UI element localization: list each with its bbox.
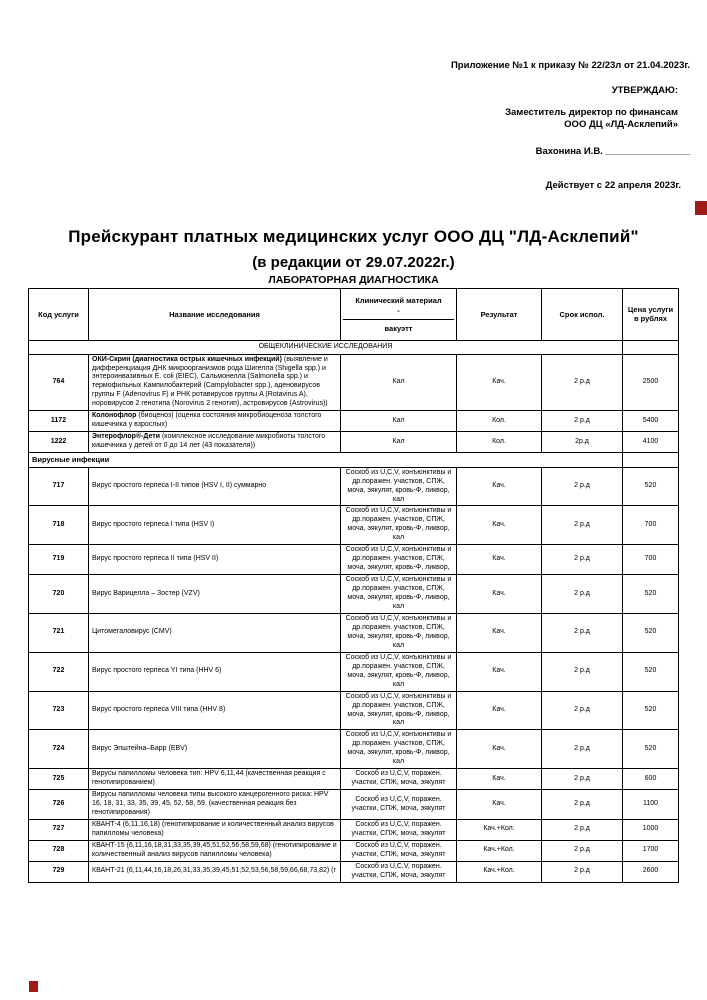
service-price: 1700 [623,840,679,861]
page-subtitle: (в редакции от 29.07.2022г.) [252,254,455,271]
table-row [29,790,679,820]
clinical-material: Соскоб из U,C,V, поражен. участки, СПЖ, моча, эякулят [341,769,457,790]
service-name-text: Вирус простого герпеса II типа (HSV II) [92,555,219,563]
service-price: 520 [623,467,679,506]
service-name [89,769,341,790]
table-row [29,575,679,614]
lab-diagnostics-heading: ЛАБОРАТОРНАЯ ДИАГНОСТИКА [268,274,439,286]
service-price: 700 [623,506,679,545]
clinical-material: Соскоб из U,C,V, поражен. участки, СПЖ, моча, эякулят [341,861,457,882]
result-type: Кач. [457,545,542,575]
col-header-term: Срок испол. [542,289,623,341]
table-row [29,730,679,769]
service-name [89,354,341,411]
col-header-code: Код услуги [29,289,89,341]
clinical-material: Соскоб из U,C,V, конъюнктивы и др.поражен. участков, СПЖ, моча, эякулят, кровь-Ф, ликвор, кал [341,506,457,545]
service-name-emphasis: Энтерофлор®-Дети [92,433,161,441]
service-code: 1172 [29,411,89,432]
service-name [89,819,341,840]
section-row [29,340,679,354]
result-type: Кол. [457,432,542,453]
table-header-row [29,289,679,341]
service-price: 520 [623,652,679,691]
section-label: ОБЩЕКЛИНИЧЕСКИЕ ИССЛЕДОВАНИЯ [29,340,623,354]
service-name-text: КВАНТ-15 (6,11,16,18,31,33,35,39,45,51,52,56,58,59,68) (генотипирование и количественный анализ вирусов папилломы человека) [92,841,337,858]
table-row [29,819,679,840]
service-name-text: Вирус Варицелла – Зостер (VZV) [92,589,200,597]
turnaround-term: 2 р.д [542,819,623,840]
turnaround-term: 2 р.д [542,790,623,820]
service-price: 1100 [623,790,679,820]
service-code: 717 [29,467,89,506]
result-type: Кач.+Кол. [457,819,542,840]
result-type: Кач. [457,354,542,411]
service-name [89,691,341,730]
service-code: 720 [29,575,89,614]
service-code: 718 [29,506,89,545]
service-price: 1000 [623,819,679,840]
service-price: 520 [623,691,679,730]
service-price: 520 [623,613,679,652]
service-name [89,575,341,614]
material-header-sub: вакуэтт [384,324,413,333]
clinical-material: Соскоб из U,C,V, поражен. участки, СПЖ, моча, эякулят [341,790,457,820]
service-name [89,730,341,769]
service-code: 722 [29,652,89,691]
approver-org-line: ООО ДЦ «ЛД-Асклепий» [564,119,678,131]
service-name [89,506,341,545]
service-code: 723 [29,691,89,730]
approve-line: УТВЕРЖДАЮ: [611,85,678,97]
table-row [29,354,679,411]
service-price: 520 [623,575,679,614]
price-table-body [29,340,679,882]
service-code: 721 [29,613,89,652]
service-code: 764 [29,354,89,411]
service-name [89,467,341,506]
turnaround-term: 2 р.д [542,730,623,769]
service-name-text: (биоценоз) (оценка состояния микробиоценоза толстого кишечника у взрослых) [92,412,322,429]
service-name-emphasis: Колонофлор [92,412,137,420]
table-row [29,652,679,691]
result-type: Кач.+Кол. [457,840,542,861]
table-row [29,411,679,432]
clinical-material: Соскоб из U,C,V, конъюнктивы и др.поражен. участков, СПЖ, моча, эякулят, кровь-Ф, ликвор, кал [341,652,457,691]
turnaround-term: 2 р.д [542,467,623,506]
clinical-material: Соскоб из U,C,V, конъюнктивы и др.поражен. участков, СПЖ, моча, эякулят, кровь-Ф, ликвор, кал [341,691,457,730]
service-name-emphasis: ОКИ-Скрин (диагностика острых кишечных инфекций) [92,355,282,363]
turnaround-term: 2 р.д [542,691,623,730]
table-row [29,691,679,730]
table-row [29,545,679,575]
table-row [29,467,679,506]
service-name [89,790,341,820]
result-type: Кач. [457,652,542,691]
service-name [89,652,341,691]
service-price: 600 [623,769,679,790]
clinical-material: Соскоб из U,C,V, поражен. участки, СПЖ, моча, эякулят [341,819,457,840]
service-code: 719 [29,545,89,575]
service-name-text: КВАНТ-21 (6,11,44,16,18,26,31,33,35,39,45,51,52,53,56,58,59,66,68,73,82) (г [92,867,337,875]
turnaround-term: 2 р.д [542,545,623,575]
service-name-text: Вирусы папилломы человека типы высокого канцерогенного риска: HPV 16, 18, 31, 33, 35, 39, 45, 52, 58, 59. (качественная реакция без генотипирования) [92,791,329,817]
service-name-text: Цитомегаловирус (CMV) [92,628,172,636]
table-row [29,861,679,882]
service-code: 724 [29,730,89,769]
service-name-text: (выявление и дифференциация ДНК микроорганизмов рода Шигелла (Shigella spp.) и энтероинвазивных E. coli (EIEC), Сальмонелла (Salmonella spp.) и термофильных Кампилобактерий (Campylobacter spp.), аденовирусов группы F (Adenovirus F) и РНК ротавирусов группы A (Rotavirus A), норовирусов 2 генотипа (Norovirus 2 генотип), астровирусов (Astrovirus)) [92,355,328,408]
clinical-material: Кал [341,354,457,411]
service-name [89,411,341,432]
service-name [89,861,341,882]
annex-line: Приложение №1 к приказу № 22/23л от 21.04.2023г. [450,60,690,71]
turnaround-term: 2 р.д [542,840,623,861]
clinical-material: Кал [341,411,457,432]
service-name-text: Вирусы папилломы человека тип: HPV 6,11,44 (качественная реакция с генотипированием) [92,770,326,787]
service-name [89,432,341,453]
service-code: 726 [29,790,89,820]
service-price: 4100 [623,432,679,453]
result-type: Кач. [457,467,542,506]
clinical-material: Соскоб из U,C,V, конъюнктивы и др.поражен. участков, СПЖ, моча, эякулят, кровь-Ф, ликвор, кал [341,613,457,652]
result-type: Кач. [457,691,542,730]
scan-mark-top-right [695,201,707,215]
section-price-spacer [623,453,679,468]
turnaround-term: 2 р.д [542,861,623,882]
section-label: Вирусные инфекции [29,453,623,468]
effective-date-line: Действует с 22 апреля 2023г. [545,179,681,191]
service-price: 2600 [623,861,679,882]
service-name [89,840,341,861]
result-type: Кач. [457,769,542,790]
service-name-text: Вирус простого герпеса I-II типов (HSV I, II) суммарно [92,482,267,490]
col-header-material [341,289,457,341]
col-header-price: Цена услуги в рублях [623,289,679,341]
service-name-text: Вирус Эпштейна–Барр (EBV) [92,744,188,752]
turnaround-term: 2 р.д [542,575,623,614]
service-name [89,545,341,575]
turnaround-term: 2 р.д [542,613,623,652]
result-type: Кол. [457,411,542,432]
service-code: 725 [29,769,89,790]
service-code: 729 [29,861,89,882]
signature-line: Вахонина И.В. ________________ [535,146,690,158]
table-row [29,840,679,861]
turnaround-term: 2 р.д [542,769,623,790]
service-price: 700 [623,545,679,575]
material-header-line1: Клинический материал [355,295,442,305]
clinical-material: Соскоб из U,C,V, конъюнктивы и др.поражен. участков, СПЖ, моча, эякулят, кровь-Ф, ликвор, [341,545,457,575]
section-row [29,453,679,468]
material-header-dash: - [397,305,400,315]
service-name-text: КВАНТ-4 (6,11,16,18) (генотипирование и количественный анализ вирусов папилломы человека) [92,820,334,837]
table-row [29,613,679,652]
service-code: 728 [29,840,89,861]
turnaround-term: 2р.д [542,432,623,453]
service-name-text: Вирус простого герпеса I типа (HSV I) [92,520,215,528]
service-name-text: Вирус простого герпеса YI типа (HHV 6) [92,667,222,675]
clinical-material: Соскоб из U,C,V, конъюнктивы и др.поражен. участков, СПЖ, моча, эякулят, кровь-Ф, ликвор, кал [341,467,457,506]
service-code: 1222 [29,432,89,453]
scan-mark-bottom-left [29,981,38,992]
turnaround-term: 2 р.д [542,652,623,691]
approver-role-line: Заместитель директор по финансам [505,106,678,118]
col-header-result: Результат [457,289,542,341]
price-table [28,288,679,883]
result-type: Кач. [457,790,542,820]
service-code: 727 [29,819,89,840]
turnaround-term: 2 р.д [542,506,623,545]
approval-block [451,60,690,192]
result-type: Кач. [457,506,542,545]
page-title: Прейскурант платных медицинских услуг ООО ДЦ "ЛД-Асклепий" [68,227,639,246]
clinical-material: Соскоб из U,C,V, конъюнктивы и др.поражен. участков, СПЖ, моча, эякулят, кровь-Ф, ликвор, кал [341,575,457,614]
turnaround-term: 2 р.д [542,411,623,432]
clinical-material: Соскоб из U,C,V, поражен. участки, СПЖ, моча, эякулят [341,840,457,861]
service-price: 5400 [623,411,679,432]
turnaround-term: 2 р.д [542,354,623,411]
result-type: Кач. [457,575,542,614]
table-row [29,432,679,453]
table-row [29,506,679,545]
service-name-text: Вирус простого герпеса VIII типа (HHV 8) [92,706,226,714]
result-type: Кач. [457,730,542,769]
clinical-material: Соскоб из U,C,V, конъюнктивы и др.поражен. участков, СПЖ, моча, эякулят, кровь-Ф, ликвор, кал [341,730,457,769]
clinical-material: Кал [341,432,457,453]
result-type: Кач.+Кол. [457,861,542,882]
service-price: 520 [623,730,679,769]
service-price: 2500 [623,354,679,411]
material-header-top [343,291,454,320]
table-row [29,769,679,790]
service-name-text: (комплексное исследование микробиоты толстого кишечника у детей от 0 до 14 лет (43 показателя)) [92,433,326,450]
col-header-name: Название исследования [89,289,341,341]
section-price-spacer [623,340,679,354]
service-name [89,613,341,652]
result-type: Кач. [457,613,542,652]
